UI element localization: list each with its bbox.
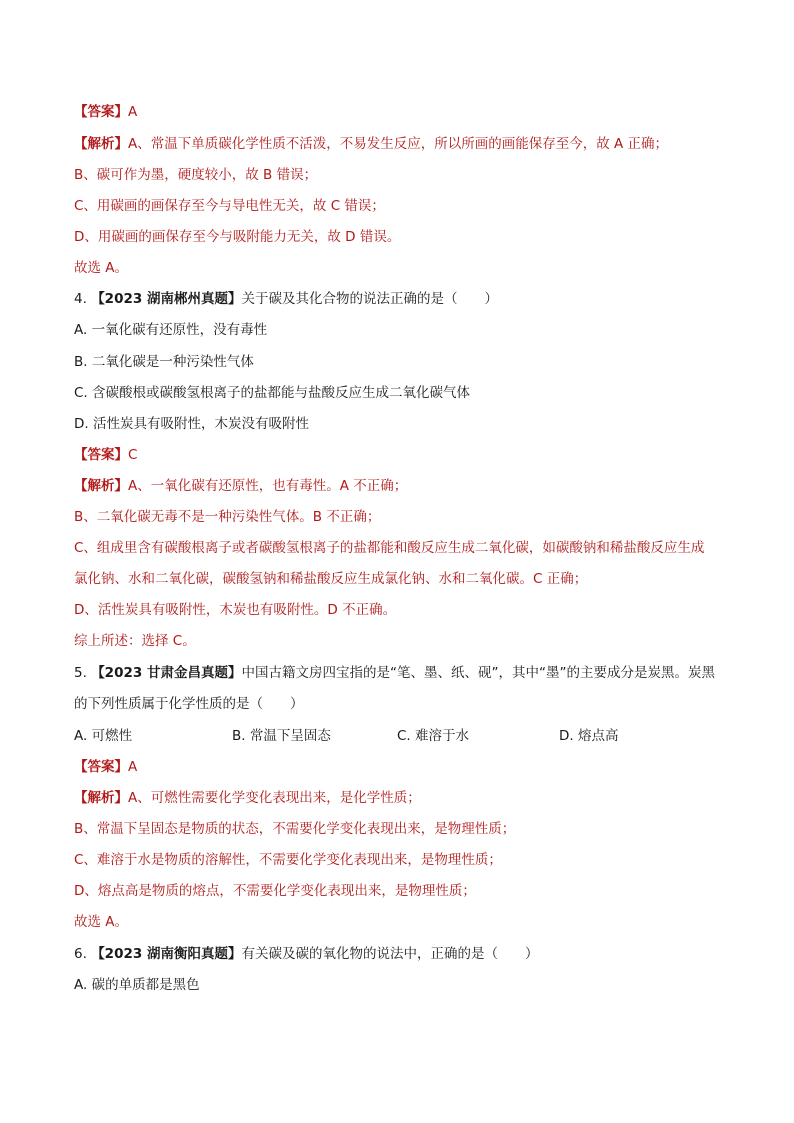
explanation-tag: 【解析】 [74,790,128,806]
explanation-line: C、用碳画的画保存至今与导电性无关，故 C 错误； [74,198,385,214]
question-stem-continued: 的下列性质属于化学性质的是（ ） [74,696,304,712]
explanation-line [74,134,754,154]
answer-tag: 【答案】 [74,104,128,120]
question-source: 【2023 湖南衡阳真题】 [91,946,242,962]
explanation-line: 综上所述：选择 C。 [74,633,196,649]
answer-tag: 【答案】 [74,759,128,775]
explanation-line: 故选 A。 [74,260,129,276]
explanation-line: B、碳可作为墨，硬度较小，故 B 错误； [74,167,318,183]
answer-value: C [128,447,138,463]
explanation-text: A、可燃性需要化学变化表现出来，是化学性质； [128,790,421,806]
question-4 [74,289,754,309]
explanation-line: D、用碳画的画保存至今与吸附能力无关，故 D 错误。 [74,229,401,245]
explanation-line [74,788,754,808]
explanation-tag: 【解析】 [74,136,128,152]
option-d: D. 活性炭具有吸附性，木炭没有吸附性 [74,416,309,432]
question-stem: 有关碳及碳的氧化物的说法中，正确的是（ ） [241,946,539,962]
explanation-line: 氯化钠、水和二氧化碳，碳酸氢钠和稀盐酸反应生成氯化钠、水和二氧化碳。C 正确； [74,571,588,587]
question-number: 5. [74,665,87,681]
explanation-line: C、难溶于水是物质的溶解性，不需要化学变化表现出来，是物理性质； [74,852,502,868]
explanation-line: 故选 A。 [74,914,129,930]
explanation-line [74,476,754,496]
answer-tag: 【答案】 [74,447,128,463]
question-number: 6. [74,946,87,962]
question-stem: 中国古籍文房四宝指的是“笔、墨、纸、砚”，其中“墨”的主要成分是炭黑。炭黑 [241,665,715,681]
question-stem: 关于碳及其化合物的说法正确的是（ ） [241,291,498,307]
option-b: B. 二氧化碳是一种污染性气体 [74,354,254,370]
option-a: A. 可燃性 [74,728,133,744]
answer-line [74,757,754,777]
options-row [74,726,754,746]
explanation-text: A、一氧化碳有还原性，也有毒性。A 不正确； [128,478,408,494]
option-a: A. 碳的单质都是黑色 [74,977,200,993]
question-source: 【2023 湖南郴州真题】 [91,291,242,307]
explanation-line: B、二氧化碳无毒不是一种污染性气体。B 不正确； [74,509,381,525]
explanation-line: C、组成里含有碳酸根离子或者碳酸氢根离子的盐都能和酸反应生成二氧化碳，如碳酸钠和稀盐酸反应生成 [74,540,705,556]
option-c: C. 含碳酸根或碳酸氢根离子的盐都能与盐酸反应生成二氧化碳气体 [74,385,471,401]
answer-line [74,102,754,122]
answer-value: A [128,104,138,120]
option-a: A. 一氧化碳有还原性，没有毒性 [74,322,268,338]
explanation-line: B、常温下呈固态是物质的状态，不需要化学变化表现出来，是物理性质； [74,821,516,837]
explanation-tag: 【解析】 [74,478,128,494]
question-5 [74,663,754,683]
explanation-line: D、熔点高是物质的熔点，不需要化学变化表现出来，是物理性质； [74,883,476,899]
question-number: 4. [74,291,87,307]
answer-value: A [128,759,138,775]
question-source: 【2023 甘肃金昌真题】 [91,665,242,681]
option-b: B. 常温下呈固态 [232,728,331,744]
explanation-text: A、常温下单质碳化学性质不活泼，不易发生反应，所以所画的画能保存至今，故 A 正确； [128,136,669,152]
answer-line [74,445,754,465]
explanation-line: D、活性炭具有吸附性，木炭也有吸附性。D 不正确。 [74,602,397,618]
option-c: C. 难溶于水 [397,728,470,744]
option-d: D. 熔点高 [559,728,619,744]
question-6 [74,944,754,964]
